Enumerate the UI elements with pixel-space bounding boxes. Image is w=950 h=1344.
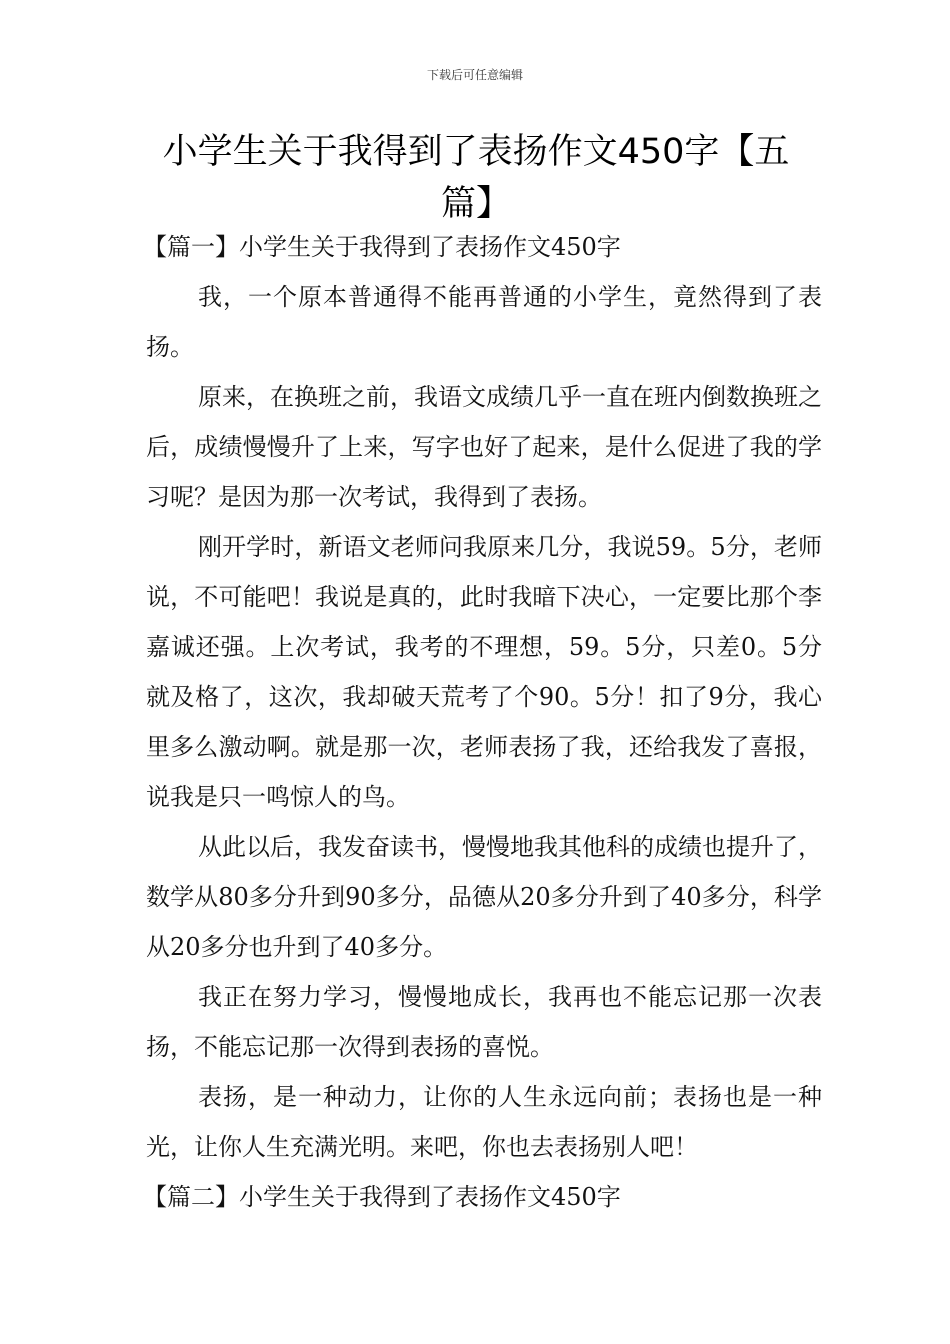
- paragraph-6: 表扬，是一种动力，让你的人生永远向前；表扬也是一种光，让你人生充满光明。来吧，你也去表扬别人吧！: [146, 1083, 822, 1161]
- document-body: [143, 222, 822, 1222]
- document-title: 小学生关于我得到了表扬作文450字【五篇】: [162, 132, 790, 224]
- section-heading-2: 【篇二】小学生关于我得到了表扬作文450字: [143, 1183, 621, 1211]
- paragraph-2: 原来，在换班之前，我语文成绩几乎一直在班内倒数换班之后，成绩慢慢升了上来，写字也好了起来，是什么促进了我的学习呢？是因为那一次考试，我得到了表扬。: [146, 383, 822, 511]
- paragraph-3: 刚开学时，新语文老师问我原来几分，我说59。5分，老师说，不可能吧！我说是真的，此时我暗下决心，一定要比那个李嘉诚还强。上次考试，我考的不理想，59。5分，只差0。5分就及格了，这次，我却破天荒考了个90。5分！扣了9分，我心里多么激动啊。就是那一次，老师表扬了我，还给我发了喜报，说我是只一鸣惊人的鸟。: [146, 533, 822, 811]
- paragraph-5: 我正在努力学习，慢慢地成长，我再也不能忘记那一次表扬，不能忘记那一次得到表扬的喜悦。: [146, 983, 822, 1061]
- paragraph-1: 我，一个原本普通得不能再普通的小学生，竟然得到了表扬。: [146, 283, 822, 361]
- paragraph-4: 从此以后，我发奋读书，慢慢地我其他科的成绩也提升了，数学从80多分升到90多分，品德从20多分升到了40多分，科学从20多分也升到了40多分。: [146, 833, 822, 961]
- header-note: 下载后可任意编辑: [426, 68, 523, 82]
- section-heading-1: 【篇一】小学生关于我得到了表扬作文450字: [143, 233, 621, 261]
